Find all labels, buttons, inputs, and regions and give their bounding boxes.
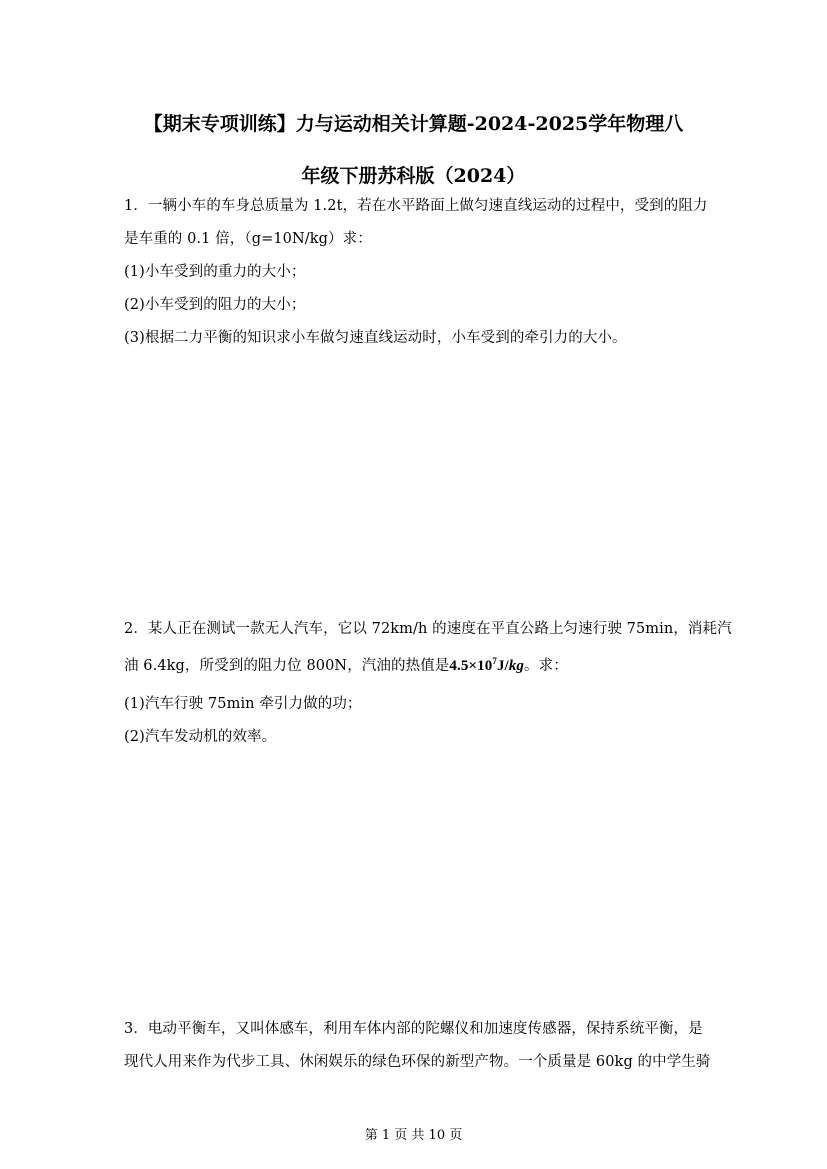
q1-line-1: 1．一辆小车的车身总质量为 1.2t，若在水平路面上做匀速直线运动的过程中，受到的阻力	[124, 198, 708, 214]
q2-line-2-text: 油 6.4kg，所受到的阻力位 800N，汽油的热值是	[124, 658, 450, 674]
title-line-1: 【期末专项训练】力与运动相关计算题-2024-2025学年物理八	[143, 113, 684, 135]
q2-sub-2: (2)汽车发动机的效率。	[124, 729, 277, 745]
q2-line-1: 2．某人正在测试一款无人汽车，它以 72km/h 的速度在平直公路上匀速行驶 75min，消耗汽	[124, 621, 732, 637]
q3-line-2: 现代人用来作为代步工具、休闲娱乐的绿色环保的新型产物。一个质量是 60kg 的中学生骑	[124, 1054, 711, 1070]
formula-unit-kg: kg	[508, 658, 525, 674]
q1-sub-1: (1)小车受到的重力的大小；	[124, 264, 306, 280]
q2-line-2-end: 。求：	[524, 658, 568, 674]
title-line-2: 年级下册苏科版（2024）	[301, 165, 526, 187]
heat-value-formula	[449, 658, 524, 674]
document-title	[110, 98, 717, 202]
q2-sub-1: (1)汽车行驶 75min 牵引力做的功；	[124, 696, 362, 712]
formula-exponent: 7	[492, 656, 497, 666]
q1-line-2: 是车重的 0.1 倍，（g=10N/kg）求：	[124, 231, 372, 247]
formula-unit-j: J/	[496, 658, 509, 674]
q1-sub-2: (2)小车受到的阻力的大小；	[124, 297, 306, 313]
formula-base: 4.5×10	[449, 658, 493, 674]
q3-line-1: 3．电动平衡车，又叫体感车，利用车体内部的陀螺仪和加速度传感器，保持系统平衡，是	[124, 1021, 703, 1037]
page-footer: 第 1 页 共 10 页	[364, 1128, 463, 1143]
q1-sub-3: (3)根据二力平衡的知识求小车做匀速直线运动时，小车受到的牵引力的大小。	[124, 330, 627, 346]
q2-line-2	[124, 654, 714, 675]
